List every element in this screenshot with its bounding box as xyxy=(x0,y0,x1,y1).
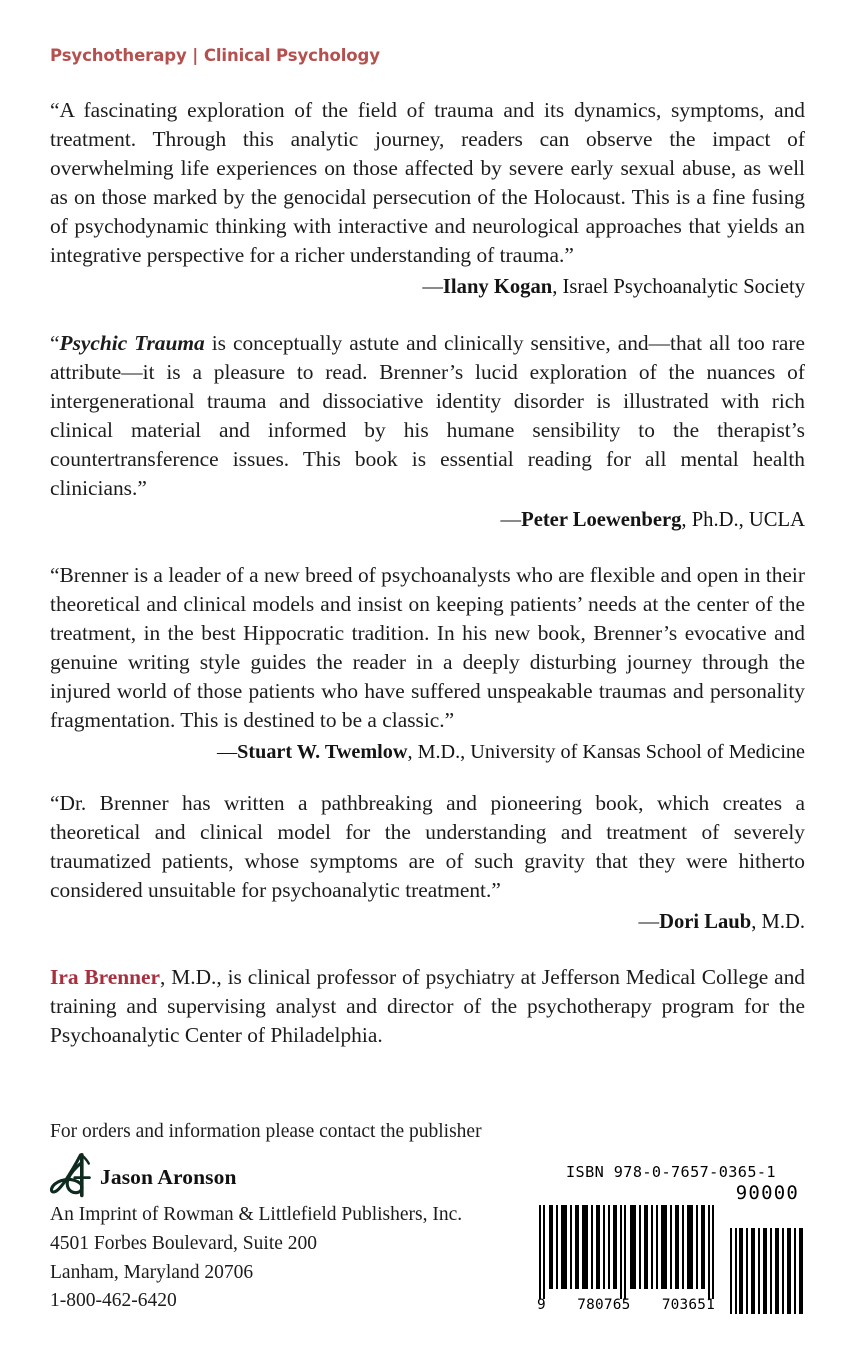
ean-right-group: 703651 xyxy=(661,1297,715,1314)
publisher-line: 4501 Forbes Boulevard, Suite 200 xyxy=(50,1233,318,1255)
ean13-digits xyxy=(537,1298,715,1314)
ean-left-group: 780765 xyxy=(577,1297,631,1314)
ean13-barcode xyxy=(537,1205,715,1314)
attribution-affiliation: , M.D., University of Kansas School of Medicine xyxy=(407,741,805,764)
blurb-text-after: is conceptually astute and clinically sensitive, and—that all too rare attribute—it is a pleasure to read. Brenner’s lucid exploration of the nuances of intergenerational trauma and dissociative identity disorder is illustrated with rich clinical material and informed by his humane sensibility to the therapist’s countertransference issues. This book is essential reading for all mental health clinicians.” xyxy=(50,330,805,500)
blurb-block xyxy=(50,561,805,766)
attribution-name: Stuart W. Twemlow xyxy=(237,741,408,764)
attribution-dash: — xyxy=(500,508,522,531)
publisher-line: An Imprint of Rowman & Littlefield Publishers, Inc. xyxy=(50,1204,463,1226)
blurb-text-before: “Dr. Brenner has written a pathbreaking and pioneering book, which creates a theoretical and clinical model for the understanding and treatment of severely traumatized patients, whose symptoms are of such gravity that they were hitherto considered unsuitable for psychoanalytic treatment.” xyxy=(50,790,805,902)
publisher-block xyxy=(50,1152,462,1316)
blurb-text xyxy=(50,329,805,503)
attribution-name: Peter Loewenberg xyxy=(521,508,682,531)
blurb-text-before: “Brenner is a leader of a new breed of psychoanalysts who are flexible and open in their theoretical and clinical models and insist on keeping patients’ needs at the center of the treatment, in the best Hippocratic tradition. In his new book, Brenner’s evocative and genuine writing style guides the reader in a deeply disturbing journey through the injured world of those patients who have suffered unspeakable traumas and personality fragmentation. This is destined to be a classic.” xyxy=(50,563,805,733)
blurb-attribution xyxy=(50,273,805,302)
author-bio xyxy=(50,963,805,1050)
blurb-text xyxy=(50,789,805,905)
blurb-text xyxy=(50,96,805,270)
aronson-script-a-logo-icon xyxy=(50,1152,92,1198)
ean5-addon-bars-icon xyxy=(729,1228,805,1314)
subject-category-line: Psychotherapy | Clinical Psychology xyxy=(50,46,380,65)
attribution-dash: — xyxy=(638,910,660,933)
attribution-name: Ilany Kogan xyxy=(442,275,553,298)
attribution-dash: — xyxy=(216,741,238,764)
blurb-attribution xyxy=(50,506,805,535)
blurb-attribution xyxy=(50,738,805,766)
ean5-addon-barcode xyxy=(729,1228,805,1314)
ean-lead-digit: 9 xyxy=(537,1297,546,1314)
blurb-text-before: “A fascinating exploration of the field of trauma and its dynamics, symptoms, and treatment. Through this analytic journey, readers can observe the impact of overwhelming life experiences on those affected by severe early sexual abuse, as well as on those marked by the genocidal persecution of the Holocaust. This is a fine fusing of psychodynamic thinking with interactive and neurological approaches that yields an integrative perspective for a richer understanding of trauma.” xyxy=(50,97,805,267)
price-code-text: 90000 xyxy=(735,1182,799,1205)
attribution-affiliation: , M.D. xyxy=(751,910,805,933)
author-bio-text: , M.D., is clinical professor of psychiatry at Jefferson Medical College and training and supervising analyst and director of the psychotherapy program for the Psychoanalytic Center of Philadelphia. xyxy=(50,964,806,1047)
isbn-text: ISBN 978-0-7657-0365-1 xyxy=(566,1163,776,1182)
imprint-row xyxy=(50,1152,462,1198)
orders-info-line: For orders and information please contact the publisher xyxy=(50,1121,482,1143)
attribution-affiliation: , Ph.D., UCLA xyxy=(681,508,805,531)
attribution-dash: — xyxy=(422,275,443,298)
author-name: Ira Brenner xyxy=(50,964,161,989)
blurb-text xyxy=(50,561,805,735)
attribution-name: Dori Laub xyxy=(659,910,752,933)
ean13-bars-icon xyxy=(537,1205,715,1299)
blurb-text-before: “ xyxy=(50,330,60,355)
publisher-line: Lanham, Maryland 20706 xyxy=(50,1261,254,1283)
blurb-block xyxy=(50,329,805,535)
book-title-emphasis: Psychic Trauma xyxy=(59,330,205,355)
cover-footer xyxy=(50,1121,805,1316)
barcode-zone xyxy=(537,1163,805,1316)
attribution-affiliation: , Israel Psychoanalytic Society xyxy=(552,275,805,298)
blurb-attribution xyxy=(50,908,805,937)
publisher-phone: 1-800-462-6420 xyxy=(50,1290,177,1312)
imprint-name: Jason Aronson xyxy=(100,1164,237,1189)
blurb-block xyxy=(50,96,805,302)
blurb-block xyxy=(50,789,805,937)
